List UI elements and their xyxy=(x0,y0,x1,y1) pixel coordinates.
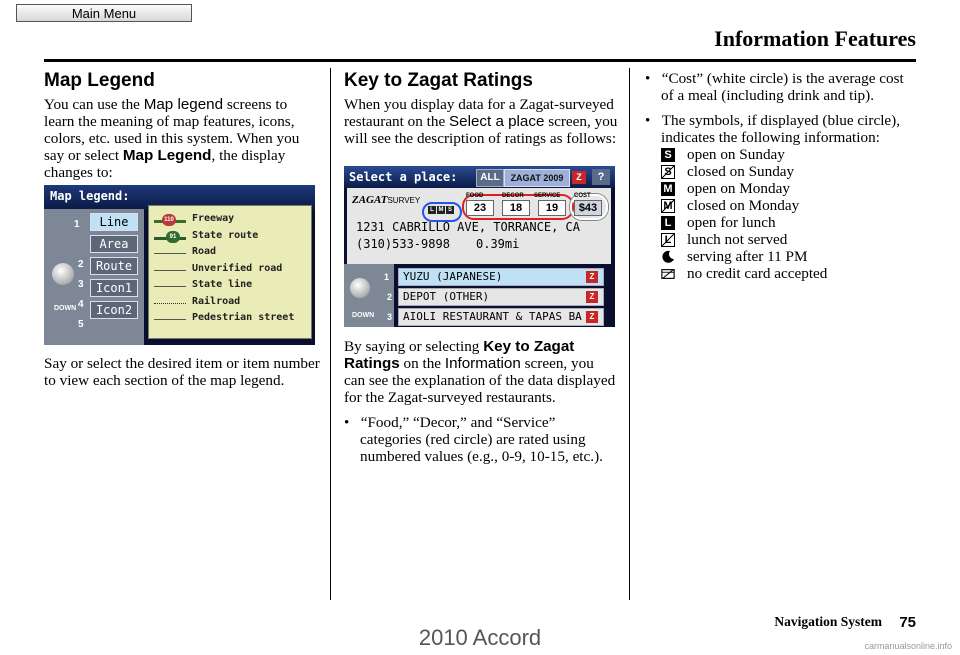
rating-header: COST xyxy=(574,193,591,199)
page-header-title: Information Features xyxy=(714,26,916,51)
legend-line-sample xyxy=(154,303,186,305)
text: screens to learn the meaning of map features, icons, colors, etc. used in this system. When you say or select xyxy=(44,96,300,164)
zagat-screen-title: Select a place: xyxy=(349,170,458,184)
legend-line-sample xyxy=(154,319,186,320)
moon-icon xyxy=(661,250,675,264)
text: screen, you will see the description of ratings as follows: xyxy=(344,113,618,147)
column-divider-2 xyxy=(629,68,630,600)
text: screen, you can see the explanation of the data displayed for the Zagat-surveyed restaurants. xyxy=(344,355,616,406)
symbol-label: open for lunch xyxy=(687,213,776,231)
symbol-label: lunch not served xyxy=(687,230,788,248)
map-legend-term: Map legend xyxy=(143,96,224,113)
text: You can use the xyxy=(44,96,144,113)
legend-menu-item[interactable]: Line xyxy=(90,213,138,231)
bullet-text: The symbols, if displayed (blue circle), indicates the following information: xyxy=(661,112,901,146)
symbol-label: serving after 11 PM xyxy=(687,247,808,265)
bullet-text: “Cost” (white circle) is the average cost of a meal (including drink and tip). xyxy=(661,70,904,104)
bullet-cost: • “Cost” (white circle) is the average cost of a meal (including drink and tip). xyxy=(645,70,904,104)
item-number: 3 xyxy=(78,279,84,290)
text: , the display changes to: xyxy=(44,147,286,181)
main-menu-button[interactable]: Main Menu xyxy=(16,4,192,22)
bullet-text: “Food,” “Decor,” and “Service” categories (red circle) are rated using numbered values (e.g., 0-9, 10-15, etc.). xyxy=(360,414,603,465)
tab-all[interactable]: ALL xyxy=(476,169,504,187)
map-legend-heading: Map Legend xyxy=(44,70,155,91)
knob-icon xyxy=(52,263,74,285)
map-legend-intro xyxy=(44,96,320,181)
information-term: Information xyxy=(444,355,521,372)
zagat-explanation xyxy=(344,338,618,465)
legend-label: State line xyxy=(192,279,253,290)
legend-label: Unverified road xyxy=(192,262,283,274)
symbol-row xyxy=(661,231,915,248)
zagat-address: 1231 CABRILLO AVE, TORRANCE, CA xyxy=(356,220,580,234)
map-legend-instruction: Say or select the desired item or item number to view each section of the map legend. xyxy=(44,355,320,389)
legend-label: Freeway xyxy=(192,213,235,224)
rating-header: FOOD xyxy=(466,193,484,199)
zagat-z-icon: Z xyxy=(586,271,598,283)
legend-menu-item[interactable]: Icon1 xyxy=(90,279,138,297)
legend-menu-item[interactable]: Icon2 xyxy=(90,301,138,319)
rating-value: $43 xyxy=(574,200,602,216)
rating-header: DECOR xyxy=(502,193,524,199)
key-to-zagat-instruction xyxy=(344,338,618,406)
zagat-survey-word: SURVEY xyxy=(387,196,421,205)
zagat-brand xyxy=(352,194,420,206)
zagat-z-icon: Z xyxy=(586,311,598,323)
symbol-label: closed on Monday xyxy=(687,196,800,214)
text: on the xyxy=(399,355,445,372)
zagat-symbol-icon: M xyxy=(438,207,444,213)
rating-header: SERVICE xyxy=(534,193,561,199)
rating-value: 18 xyxy=(502,200,530,216)
zagat-continued xyxy=(645,70,915,282)
no-credit-card-icon xyxy=(661,267,675,281)
restaurant-list-item[interactable]: AIOLI RESTAURANT & TAPAS BA xyxy=(398,308,604,326)
map-legend-screenshot xyxy=(44,185,315,345)
zagat-brand-name: ZAGAT xyxy=(352,194,388,206)
legend-label: Road xyxy=(192,246,217,257)
tab-zagat[interactable]: ZAGAT 2009 xyxy=(504,169,570,187)
select-a-place-term: Select a place xyxy=(449,113,545,130)
zagat-z-icon: Z xyxy=(572,171,586,184)
symbol-label: closed on Sunday xyxy=(687,162,795,180)
symbol-row xyxy=(661,197,915,214)
zagat-heading: Key to Zagat Ratings xyxy=(344,70,533,91)
bullet-symbols: • The symbols, if displayed (blue circle), indicates the following information: xyxy=(645,112,901,146)
route-shield-icon: 110 xyxy=(162,214,176,226)
key-to-zagat-command: Key to Zagat Ratings xyxy=(344,338,575,372)
model-watermark: 2010 Accord xyxy=(418,625,542,650)
legend-menu-item[interactable]: Route xyxy=(90,257,138,275)
legend-label: Railroad xyxy=(192,295,241,307)
l-closed-icon: L xyxy=(661,233,675,247)
symbol-row xyxy=(661,265,915,282)
item-number: 1 xyxy=(74,219,80,230)
legend-line-sample xyxy=(154,286,186,287)
item-number: 5 xyxy=(78,319,84,330)
footer-section: Navigation System xyxy=(774,614,882,629)
legend-label: State route xyxy=(192,229,259,241)
down-label: DOWN xyxy=(54,305,77,312)
rating-value: 19 xyxy=(538,200,566,216)
down-label: DOWN xyxy=(352,312,375,319)
zagat-phone: (310)533-9898 xyxy=(356,237,450,251)
s-open-icon: S xyxy=(661,148,675,162)
zagat-symbol-icon: S xyxy=(447,207,452,213)
symbol-row xyxy=(661,214,915,231)
rating-value: 23 xyxy=(466,200,494,216)
symbol-row xyxy=(661,180,915,197)
m-open-icon: M xyxy=(661,182,675,196)
symbol-row xyxy=(661,163,915,180)
route-shield-icon: 91 xyxy=(166,231,180,243)
site-watermark: carmanualsonline.info xyxy=(864,641,952,651)
item-number: 2 xyxy=(78,259,84,270)
map-legend-section xyxy=(44,70,320,181)
l-open-icon: L xyxy=(661,216,675,230)
zagat-intro xyxy=(344,96,618,147)
symbol-label: open on Monday xyxy=(687,179,790,197)
legend-line-sample xyxy=(154,253,186,254)
restaurant-list-item[interactable]: DEPOT (OTHER) xyxy=(398,288,604,306)
symbol-row xyxy=(661,248,915,265)
m-closed-icon: M xyxy=(661,199,675,213)
column-divider-1 xyxy=(330,68,331,600)
symbol-row xyxy=(661,146,915,163)
zagat-z-icon: Z xyxy=(586,291,598,303)
map-legend-command: Map Legend xyxy=(122,147,212,164)
list-number: 2 xyxy=(387,292,393,302)
bullet-ratings: • “Food,” “Decor,” and “Service” categories (red circle) are rated using numbered values (e.g., 0-9, 10-15, etc.). xyxy=(344,414,603,465)
legend-label: Pedestrian street xyxy=(192,312,295,323)
help-button[interactable]: ? xyxy=(592,169,610,185)
legend-menu-item[interactable]: Area xyxy=(90,235,138,253)
map-screen-title: Map legend: xyxy=(50,189,130,203)
zagat-symbol-icon: L xyxy=(428,206,436,214)
header-rule xyxy=(44,59,916,62)
item-number: 4 xyxy=(78,299,84,310)
list-number: 1 xyxy=(384,272,390,282)
text: When you display data for a Zagat-surveyed restaurant on the xyxy=(344,96,614,130)
zagat-distance: 0.39mi xyxy=(476,237,520,251)
s-closed-icon: S xyxy=(661,165,675,179)
select-a-place-screenshot xyxy=(344,166,615,327)
text: By saying or selecting xyxy=(344,338,484,355)
zagat-section xyxy=(344,70,618,147)
list-number: 3 xyxy=(387,312,393,322)
symbol-label: no credit card accepted xyxy=(687,264,828,282)
legend-line-sample xyxy=(154,270,186,271)
page-number: 75 xyxy=(899,614,916,631)
knob-icon xyxy=(350,278,370,298)
restaurant-list-item[interactable]: YUZU (JAPANESE) xyxy=(398,268,604,286)
symbol-label: open on Sunday xyxy=(687,145,785,163)
